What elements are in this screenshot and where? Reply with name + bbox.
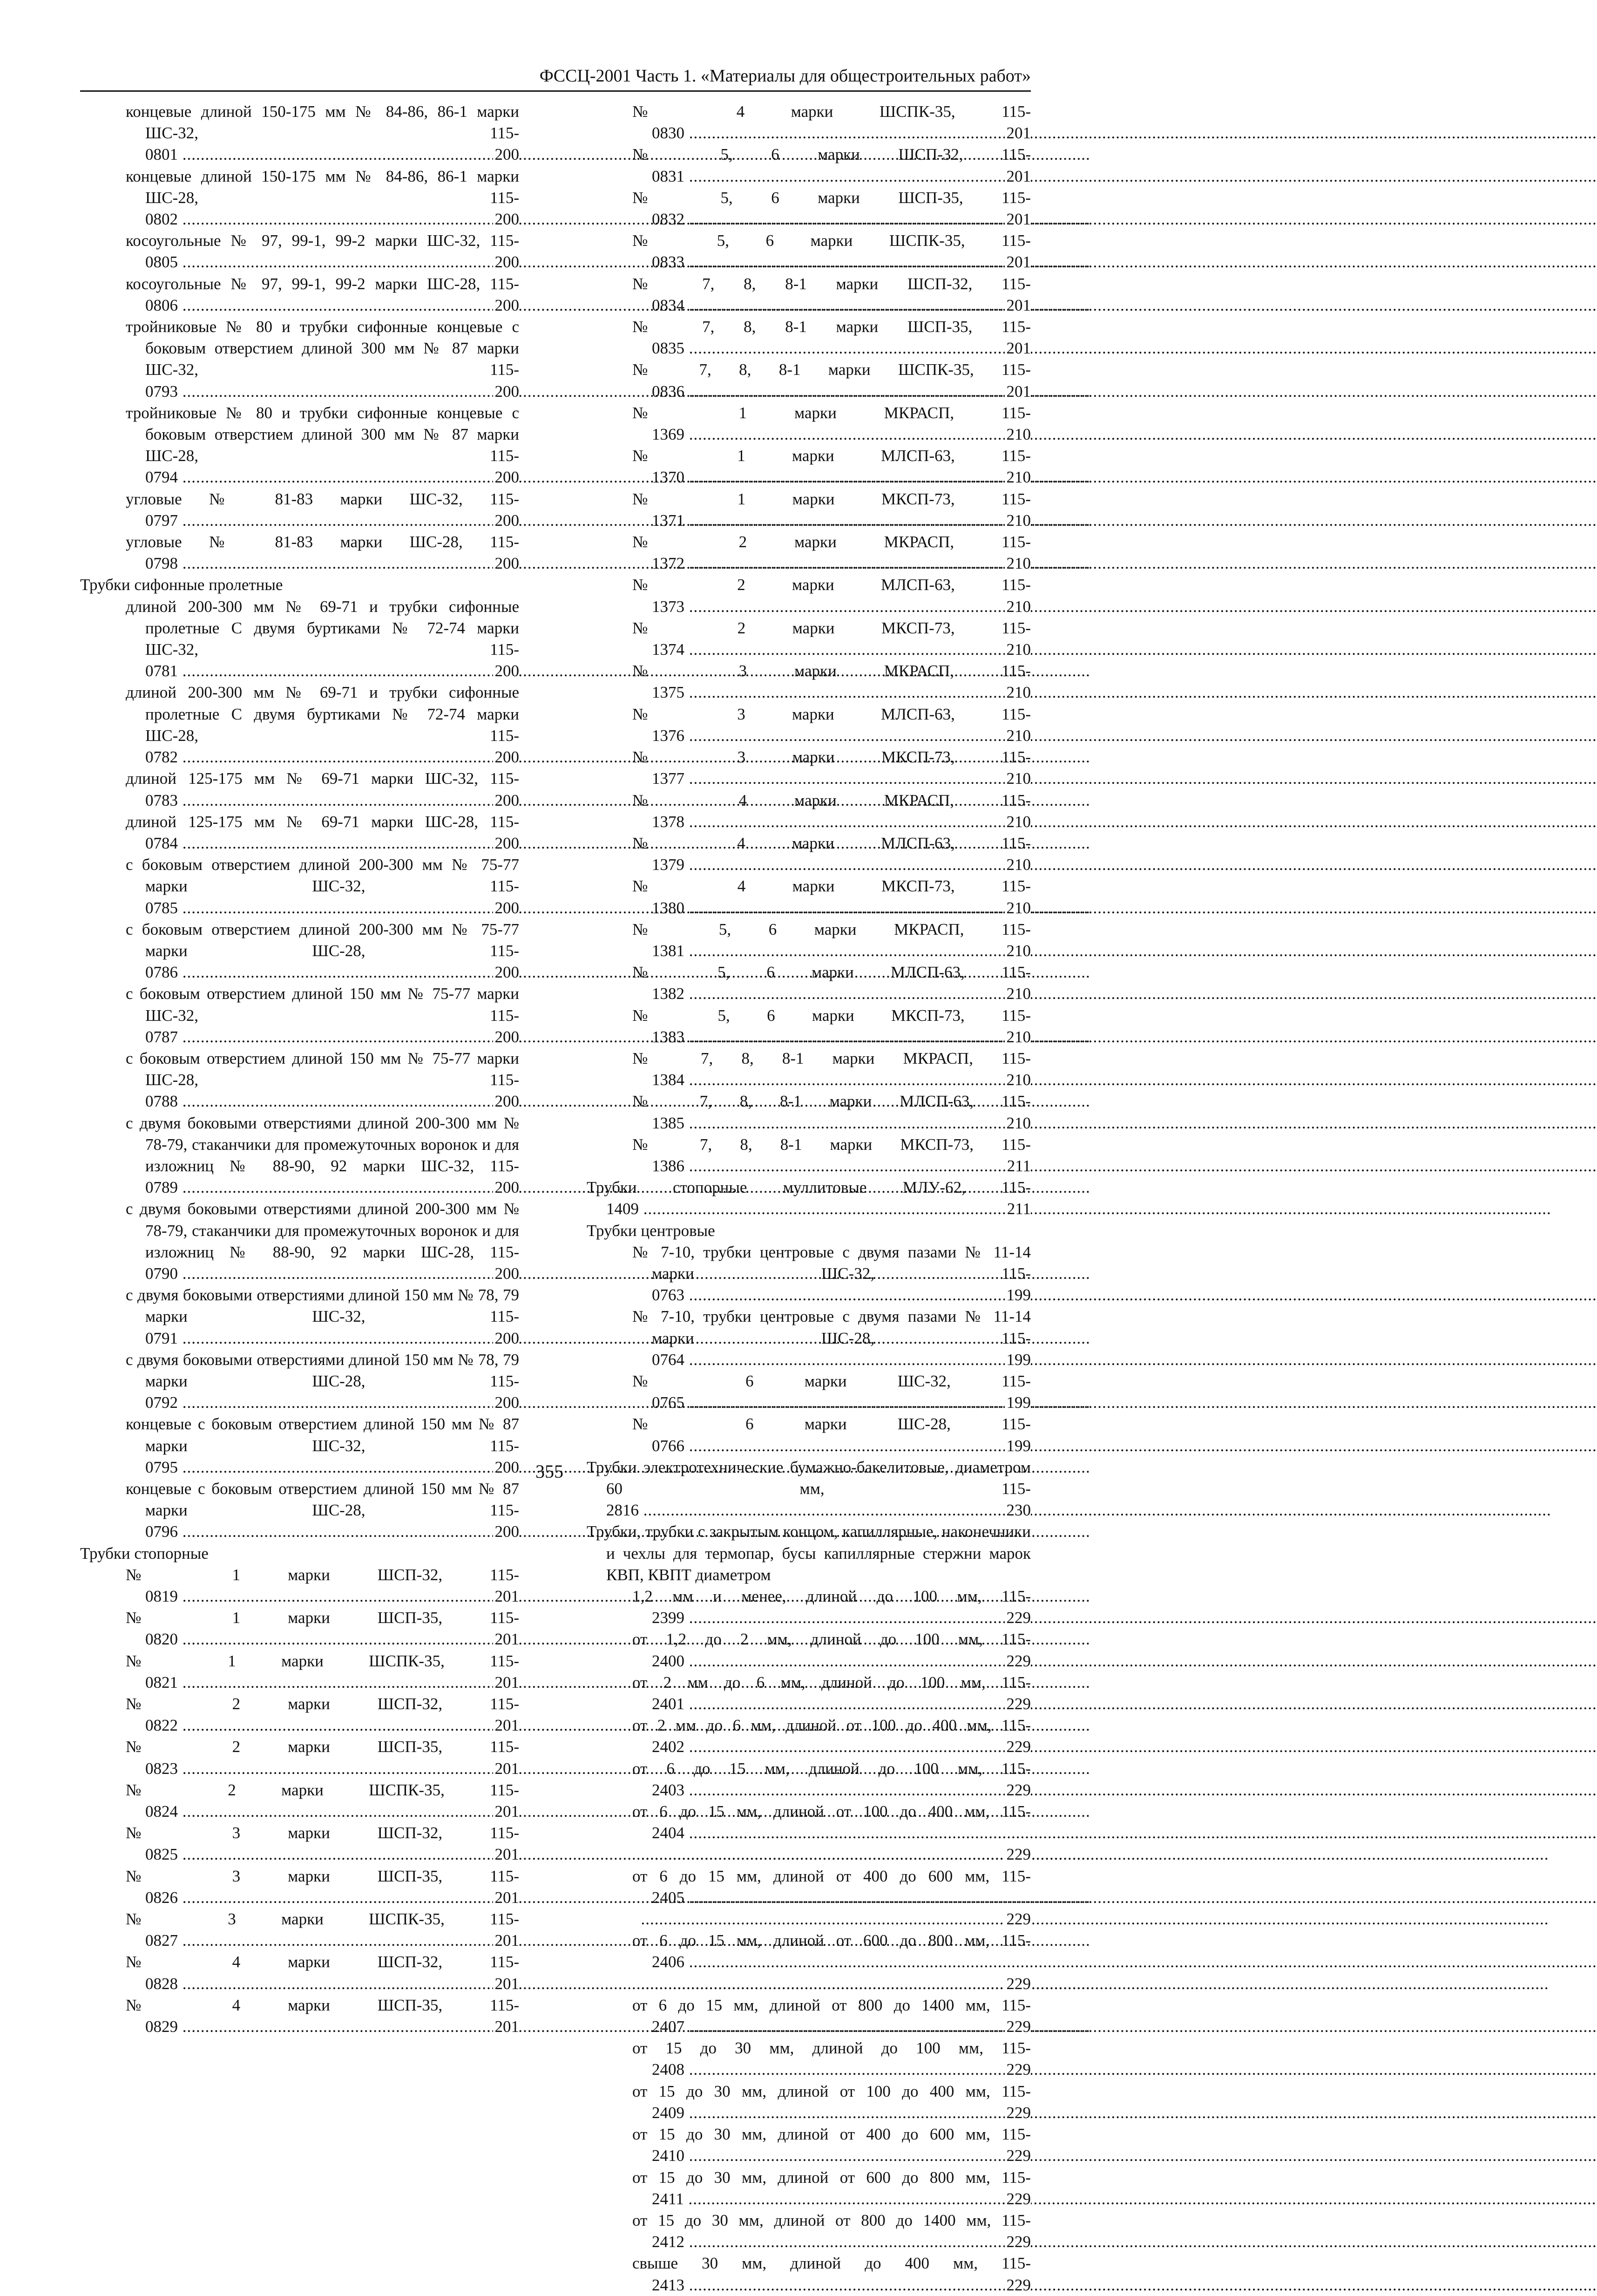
index-entry — [587, 316, 1031, 359]
index-entry-page: 201 — [493, 1930, 520, 1951]
index-entry-text: № 5, 6 марки МЛСП-63, 115-1382 ..... — [652, 962, 1031, 1005]
index-entry — [80, 1951, 519, 1994]
index-entry — [587, 790, 1031, 833]
index-entry — [80, 1909, 519, 1951]
index-entry — [80, 1349, 519, 1414]
index-entry — [587, 1995, 1031, 2038]
index-entry — [80, 1113, 519, 1199]
index-column-right — [587, 101, 1031, 2296]
index-entry-page: 200 — [493, 1392, 520, 1413]
index-entry-text: № 4 марки МКРАСП, 115-1378 ..... — [652, 790, 1031, 833]
index-entry — [587, 1457, 1031, 1522]
index-entry-page: 201 — [1005, 251, 1031, 273]
index-entry-page: 210 — [1005, 1026, 1031, 1048]
index-entry-text: № 1 марки ШСПК-35, 115-0821 ..... — [145, 1651, 519, 1693]
index-entry — [587, 1413, 1031, 1456]
index-entry-page: 210 — [1005, 639, 1031, 660]
index-entry-page: 229 — [1005, 1909, 1031, 1930]
index-entry — [587, 876, 1031, 918]
index-entry — [587, 359, 1031, 402]
index-entry — [587, 962, 1031, 1005]
index-entry — [80, 1693, 519, 1736]
index-entry-page: 201 — [1005, 295, 1031, 316]
index-entry-page: 210 — [1005, 424, 1031, 445]
index-entry — [587, 101, 1031, 144]
index-entry — [587, 704, 1031, 747]
index-entry-text: Трубки центровые — [587, 1221, 715, 1240]
index-entry — [80, 1048, 519, 1113]
index-entry-page: 211 — [1005, 1155, 1031, 1177]
index-entry — [80, 682, 519, 768]
index-entry — [80, 166, 519, 231]
index-entry-text: с двумя боковыми отверстиями длиной 150 мм № 78, 79 марки ШС-28, 115-0792 ..... — [145, 1349, 519, 1414]
index-entry — [80, 1866, 519, 1909]
index-entry-text: с боковым отверстием длиной 150 мм № 75-77 марки ШС-28, 115-0788 ..... — [145, 1048, 519, 1113]
index-entry — [80, 1198, 519, 1284]
index-entry-text: № 7, 8, 8-1 марки МКСП-73, 115-1386 ..... — [652, 1134, 1031, 1177]
index-entry — [80, 574, 519, 596]
index-entry-text: № 5, 6 марки МКРАСП, 115-1381 ..... — [652, 919, 1031, 962]
index-entry — [80, 1413, 519, 1478]
index-entry — [587, 1306, 1031, 1371]
index-entry — [80, 316, 519, 402]
index-entry — [587, 489, 1031, 531]
index-entry-page: 229 — [1005, 1973, 1031, 1995]
index-entry-page: 210 — [1005, 854, 1031, 876]
index-entry-text: № 1 марки МЛСП-63, 115-1370 ..... — [652, 445, 1031, 488]
index-entry-text: длиной 125-175 мм № 69-71 марки ШС-28, 115-0784 ..... — [145, 811, 519, 854]
index-entry-text: от 2 мм до 6 мм, длиной от 100 до 400 мм, 115-2402 ..... — [652, 1715, 1031, 1758]
index-entry-page: 229 — [1005, 2016, 1031, 2038]
index-entry — [80, 489, 519, 531]
index-entry-page: 201 — [1005, 166, 1031, 187]
index-entry-text: № 2 марки МЛСП-63, 115-1373 ..... — [652, 574, 1031, 617]
index-entry — [587, 187, 1031, 230]
index-entry-text: № 7-10, трубки центровые с двумя пазами № 11-14 марки ШС-28, 115-0764 ..... — [652, 1306, 1031, 1371]
index-entry-page: 199 — [1005, 1392, 1031, 1413]
index-entry — [80, 919, 519, 984]
index-entry-page: 200 — [493, 1328, 520, 1349]
index-entry-page: 201 — [1005, 122, 1031, 144]
index-entry-text: № 7, 8, 8-1 марки МКРАСП, 115-1384 ..... — [652, 1048, 1031, 1091]
index-entry — [587, 1715, 1031, 1758]
index-entry-page: 229 — [1005, 1780, 1031, 1801]
index-entry-text: с двумя боковыми отверстиями длиной 200-300 мм № 78-79, стаканчики для промежуточных воронок и для изложниц № 88-90, 92 марки ШС-32, 115-0789 ..... — [145, 1113, 519, 1199]
index-entry-text: № 2 марки ШСПК-35, 115-0824 ..... — [145, 1780, 519, 1822]
index-entry-page: 229 — [1005, 1651, 1031, 1672]
index-entry — [587, 1521, 1031, 1586]
index-entry-text: № 7-10, трубки центровые с двумя пазами № 11-14 марки ШС-32, 115-0763 ..... — [652, 1242, 1031, 1306]
index-entry-page: 200 — [493, 833, 520, 854]
index-entry — [587, 618, 1031, 660]
index-entry-text: от 6 до 15 мм, длиной от 600 до 800 мм, 115-2406 ..... — [652, 1930, 1031, 1973]
index-entry — [80, 768, 519, 811]
index-entry — [587, 1371, 1031, 1413]
index-entry — [587, 833, 1031, 876]
index-entry — [587, 1801, 1031, 1866]
index-entry-page: 201 — [1005, 209, 1031, 230]
index-entry — [587, 1134, 1031, 1177]
index-entry-text: № 4 марки МКСП-73, 115-1380 ..... — [652, 876, 1031, 918]
index-entry — [80, 402, 519, 489]
index-entry-text: № 6 марки ШС-32, 115-0765 ..... — [652, 1371, 1031, 1413]
index-entry-text: от 15 до 30 мм, длиной до 100 мм, 115-2408 ..... — [652, 2038, 1031, 2080]
index-entry-page: 200 — [493, 1177, 520, 1198]
index-entry-page: 200 — [493, 1457, 520, 1478]
index-entry-page: 201 — [493, 1973, 520, 1995]
index-entry-page: 201 — [493, 1672, 520, 1693]
index-entry — [587, 1091, 1031, 1134]
index-entry-page: 200 — [493, 467, 520, 488]
index-entry-text: свыше 30 мм, длиной до 400 мм, 115-2413 ..... — [652, 2253, 1031, 2296]
index-entry-text: концевые длиной 150-175 мм № 84-86, 86-1 марки ШС-32, 115-0801 ..... — [145, 101, 519, 166]
index-entry-text: угловые № 81-83 марки ШС-32, 115-0797 ..... — [145, 489, 519, 531]
index-entry-page: 229 — [1005, 2188, 1031, 2210]
index-entry — [587, 402, 1031, 445]
index-entry-text: № 1 марки ШСП-32, 115-0819 ..... — [145, 1564, 519, 1607]
index-entry-page: 200 — [493, 144, 520, 165]
index-entry-text: длиной 200-300 мм № 69-71 и трубки сифонные пролетные С двумя буртиками № 72-74 марки ШС-28, 115-0782 ..... — [145, 682, 519, 768]
index-entry-text: косоугольные № 97, 99-1, 99-2 марки ШС-32, 115-0805 ..... — [145, 230, 519, 273]
index-entry-page: 229 — [1005, 1736, 1031, 1758]
index-entry — [587, 919, 1031, 962]
index-entry — [80, 1995, 519, 2038]
index-entry — [587, 445, 1031, 488]
index-entry-page: 210 — [1005, 1113, 1031, 1134]
index-entry-text: № 3 марки ШСПК-35, 115-0827 ..... — [145, 1909, 519, 1951]
index-entry-text: № 6 марки ШС-28, 115-0766 ..... — [652, 1413, 1031, 1456]
index-entry-page: 200 — [493, 381, 520, 402]
index-entry-text: № 4 марки ШСП-35, 115-0829 ..... — [145, 1995, 519, 2038]
running-header: ФССЦ-2001 Часть 1. «Материалы для общестроительных работ» — [539, 66, 1031, 86]
index-entry-page: 200 — [493, 295, 520, 316]
index-entry-page: 210 — [1005, 768, 1031, 789]
index-entry-page: 200 — [493, 1521, 520, 1542]
index-entry — [587, 2253, 1031, 2296]
index-entry — [587, 1866, 1031, 1930]
index-entry-text: 1,2 мм и менее, длиной до 100 мм, 115-2399 ..... — [652, 1586, 1031, 1629]
index-entry-page: 200 — [493, 1026, 520, 1048]
index-entry-text: № 1 марки МКРАСП, 115-1369 ..... — [652, 402, 1031, 445]
index-entry-page: 229 — [1005, 2275, 1031, 2296]
index-entry-page: 200 — [493, 1263, 520, 1284]
index-entry — [80, 811, 519, 854]
index-entry-text: концевые с боковым отверстием длиной 150 мм № 87 марки ШС-32, 115-0795 ..... — [145, 1413, 519, 1478]
index-entry-text: № 7, 8, 8-1 марки ШСП-32, 115-0834 ..... — [652, 273, 1031, 316]
index-entry-page: 230 — [1005, 1500, 1031, 1521]
index-entry-text: угловые № 81-83 марки ШС-28, 115-0798 ..... — [145, 531, 519, 574]
index-entry-text: Трубки сифонные пролетные — [80, 576, 283, 594]
index-entry-page: 210 — [1005, 940, 1031, 962]
index-entry-page: 210 — [1005, 983, 1031, 1005]
index-entry-text: Трубки, трубки с закрытым концом, капиллярные, наконечники и чехлы для термопар, бусы капиллярные стержни марок КВП, КВПТ диаметром — [587, 1522, 1031, 1584]
index-entry-text: № 3 марки МЛСП-63, 115-1376 ..... — [652, 704, 1031, 747]
index-entry-text: от 15 до 30 мм, длиной от 100 до 400 мм, 115-2409 ..... — [652, 2081, 1031, 2124]
index-entry-text: концевые с боковым отверстием длиной 150 мм № 87 марки ШС-28, 115-0796 ..... — [145, 1478, 519, 1543]
header-rule — [80, 90, 1031, 92]
index-entry-text: от 6 до 15 мм, длиной от 400 до 600 мм, 115-2405 ..... — [652, 1866, 1031, 1909]
index-entry-text: от 6 до 15 мм, длиной от 800 до 1400 мм, 115-2407 ..... — [652, 1995, 1031, 2038]
index-entry-text: № 7, 8, 8-1 марки МЛСП-63, 115-1385 ..... — [652, 1091, 1031, 1134]
dot-leader — [652, 1973, 1031, 1995]
index-entry-page: 229 — [1005, 1844, 1031, 1865]
index-entry — [587, 1220, 1031, 1242]
index-entry — [587, 2081, 1031, 2124]
index-entry-page: 200 — [493, 1091, 520, 1112]
index-entry — [587, 2124, 1031, 2167]
index-entry-page: 200 — [493, 510, 520, 531]
index-entry-text: Трубки электротехнические бумажно-бакелитовые, диаметром 60 мм, 115-2816 ..... — [606, 1457, 1031, 1522]
index-entry-text: тройниковые № 80 и трубки сифонные концевые с боковым отверстием длиной 300 мм № 87 марки ШС-32, 115-0793 ..... — [145, 316, 519, 402]
index-entry-page: 201 — [493, 1715, 520, 1736]
index-entry-text: № 3 марки ШСП-35, 115-0826 ..... — [145, 1866, 519, 1909]
index-entry-page: 229 — [1005, 2145, 1031, 2167]
index-entry-page: 201 — [493, 1844, 520, 1865]
index-entry-text: от 1,2 до 2 мм, длиной до 100 мм, 115-2400 ..... — [652, 1629, 1031, 1671]
index-entry — [587, 1758, 1031, 1801]
index-entry-page: 199 — [1005, 1284, 1031, 1306]
index-entry — [80, 1564, 519, 1607]
index-entry-text: № 2 марки МКСП-73, 115-1374 ..... — [652, 618, 1031, 660]
index-entry-text: № 7, 8, 8-1 марки ШСПК-35, 115-0836 ..... — [652, 359, 1031, 402]
index-entry-page: 199 — [1005, 1349, 1031, 1371]
index-entry-page: 201 — [1005, 338, 1031, 359]
index-entry — [587, 1672, 1031, 1715]
index-entry-page: 210 — [1005, 682, 1031, 703]
index-entry-page: 200 — [493, 660, 520, 682]
index-entry-text: от 15 до 30 мм, длиной от 600 до 800 мм, 115-2411 ..... — [652, 2167, 1031, 2210]
index-entry-text: длиной 125-175 мм № 69-71 марки ШС-32, 115-0783 ..... — [145, 768, 519, 811]
index-entry-page: 210 — [1005, 1069, 1031, 1091]
index-entry — [80, 273, 519, 316]
index-entry-page: 229 — [1005, 1607, 1031, 1629]
index-entry-page: 211 — [1005, 1198, 1031, 1220]
index-entry-text: № 3 марки МКСП-73, 115-1377 ..... — [652, 747, 1031, 789]
index-entry-text: № 4 марки ШСПК-35, 115-0830 ..... — [652, 101, 1031, 144]
index-entry — [80, 1651, 519, 1693]
index-entry-page: 200 — [493, 897, 520, 919]
index-entry — [587, 660, 1031, 703]
index-entry-text: № 5, 6 марки ШСПК-35, 115-0833 ..... — [652, 230, 1031, 273]
index-entry-text: от 6 до 15 мм, длиной до 100 мм, 115-2403 ..... — [652, 1758, 1031, 1801]
index-entry — [80, 1780, 519, 1822]
index-entry — [587, 747, 1031, 789]
index-entry-page: 199 — [1005, 1435, 1031, 1457]
index-entry-text: косоугольные № 97, 99-1, 99-2 марки ШС-28, 115-0806 ..... — [145, 273, 519, 316]
index-entry-text: № 3 марки МКРАСП, 115-1375 ..... — [652, 660, 1031, 703]
index-entry-text: от 15 до 30 мм, длиной от 400 до 600 мм, 115-2410 ..... — [652, 2124, 1031, 2167]
index-entry-text: от 2 мм до 6 мм, длиной до 100 мм, 115-2401 ..... — [652, 1672, 1031, 1715]
index-entry — [80, 1736, 519, 1779]
index-entry-page: 201 — [493, 1586, 520, 1607]
index-entry-text: от 15 до 30 мм, длиной от 800 до 1400 мм, 115-2412 ..... — [652, 2210, 1031, 2253]
index-entry — [587, 574, 1031, 617]
index-entry — [587, 2038, 1031, 2080]
index-entry-page: 210 — [1005, 596, 1031, 618]
index-entry-page: 201 — [1005, 381, 1031, 402]
index-entry-page: 210 — [1005, 811, 1031, 833]
index-entry — [80, 1284, 519, 1349]
index-entry — [587, 1177, 1031, 1220]
index-entry — [587, 1242, 1031, 1306]
index-entry — [80, 230, 519, 273]
index-entry-text: № 4 марки МЛСП-63, 115-1379 ..... — [652, 833, 1031, 876]
index-entry-text: № 5, 6 марки ШСП-32, 115-0831 ..... — [652, 144, 1031, 187]
index-entry-text: концевые длиной 150-175 мм № 84-86, 86-1 марки ШС-28, 115-0802 ..... — [145, 166, 519, 231]
index-entry-page: 201 — [493, 1801, 520, 1822]
index-entry-text: с двумя боковыми отверстиями длиной 150 мм № 78, 79 марки ШС-32, 115-0791 ..... — [145, 1284, 519, 1349]
index-entry-page: 229 — [1005, 2059, 1031, 2080]
index-entry-page: 200 — [493, 747, 520, 768]
index-entry-text: № 4 марки ШСП-32, 115-0828 ..... — [145, 1951, 519, 1994]
index-entry — [80, 1822, 519, 1865]
index-entry-page: 210 — [1005, 725, 1031, 747]
index-entry — [587, 144, 1031, 187]
index-entry-text: № 5, 6 марки ШСП-35, 115-0832 ..... — [652, 187, 1031, 230]
index-entry-text: от 6 до 15 мм, длиной от 100 до 400 мм, 115-2404 ..... — [652, 1801, 1031, 1844]
index-entry — [80, 531, 519, 574]
index-entry — [80, 854, 519, 919]
index-entry-text: с боковым отверстием длиной 200-300 мм № 75-77 марки ШС-32, 115-0785 ..... — [145, 854, 519, 919]
index-entry-page: 200 — [493, 790, 520, 811]
index-entry-text: длиной 200-300 мм № 69-71 и трубки сифонные пролетные С двумя буртиками № 72-74 марки ШС-32, 115-0781 ..... — [145, 596, 519, 682]
index-entry — [587, 1048, 1031, 1091]
page-number: 355 — [535, 1461, 563, 1482]
index-entry-text: № 2 марки МКРАСП, 115-1372 ..... — [652, 531, 1031, 574]
index-entry-text: № 3 марки ШСП-32, 115-0825 ..... — [145, 1822, 519, 1865]
index-entry-text: с двумя боковыми отверстиями длиной 200-300 мм № 78-79, стаканчики для промежуточных воронок и для изложниц № 88-90, 92 марки ШС-28, 115-0790 ..... — [145, 1198, 519, 1284]
index-column-left — [80, 101, 519, 2038]
index-entry — [587, 2167, 1031, 2210]
index-entry — [80, 101, 519, 166]
index-entry — [587, 1586, 1031, 1629]
index-entry-text: Трубки стопорные — [80, 1544, 209, 1562]
index-entry-text: тройниковые № 80 и трубки сифонные концевые с боковым отверстием длиной 300 мм № 87 марки ШС-28, 115-0794 ..... — [145, 402, 519, 489]
index-entry-text: с боковым отверстием длиной 200-300 мм № 75-77 марки ШС-28, 115-0786 ..... — [145, 919, 519, 984]
index-entry — [587, 1629, 1031, 1671]
index-entry-page: 210 — [1005, 467, 1031, 488]
index-entry-page: 229 — [1005, 1693, 1031, 1715]
index-entry-text: № 5, 6 марки МКСП-73, 115-1383 ..... — [652, 1005, 1031, 1048]
dot-leader — [652, 1844, 1031, 1865]
index-entry-page: 200 — [493, 553, 520, 574]
index-entry — [587, 531, 1031, 574]
index-entry — [80, 596, 519, 682]
index-entry-text: № 2 марки ШСП-35, 115-0823 ..... — [145, 1736, 519, 1779]
index-entry-page: 201 — [493, 1758, 520, 1780]
index-entry-text: № 1 марки МКСП-73, 115-1371 ..... — [652, 489, 1031, 531]
index-entry — [587, 1005, 1031, 1048]
dot-leader — [652, 1909, 1031, 1930]
index-entry-page: 210 — [1005, 553, 1031, 574]
index-entry-page: 200 — [493, 251, 520, 273]
index-entry — [80, 983, 519, 1048]
index-entry-page: 210 — [1005, 510, 1031, 531]
index-entry — [587, 1930, 1031, 1995]
index-entry — [587, 2210, 1031, 2253]
index-entry — [80, 1478, 519, 1543]
index-entry-text: Трубки стопорные муллитовые МЛУ-62, 115-1409 ..... — [606, 1177, 1031, 1220]
index-entry-page: 200 — [493, 962, 520, 983]
index-entry-text: № 2 марки ШСП-32, 115-0822 ..... — [145, 1693, 519, 1736]
index-entry-page: 210 — [1005, 897, 1031, 919]
index-entry-text: с боковым отверстием длиной 150 мм № 75-77 марки ШС-32, 115-0787 ..... — [145, 983, 519, 1048]
index-entry-page: 201 — [493, 1887, 520, 1909]
index-entry-page: 229 — [1005, 2231, 1031, 2253]
index-entry-text: № 7, 8, 8-1 марки ШСП-35, 115-0835 ..... — [652, 316, 1031, 359]
index-entry — [80, 1543, 519, 1564]
index-entry — [80, 1607, 519, 1650]
index-entry-page: 229 — [1005, 2102, 1031, 2124]
index-entry-page: 201 — [493, 2016, 520, 2038]
index-entry-page: 200 — [493, 209, 520, 230]
index-entry — [587, 273, 1031, 316]
index-entry-page: 201 — [493, 1629, 520, 1650]
index-entry-text: № 1 марки ШСП-35, 115-0820 ..... — [145, 1607, 519, 1650]
index-entry — [587, 230, 1031, 273]
